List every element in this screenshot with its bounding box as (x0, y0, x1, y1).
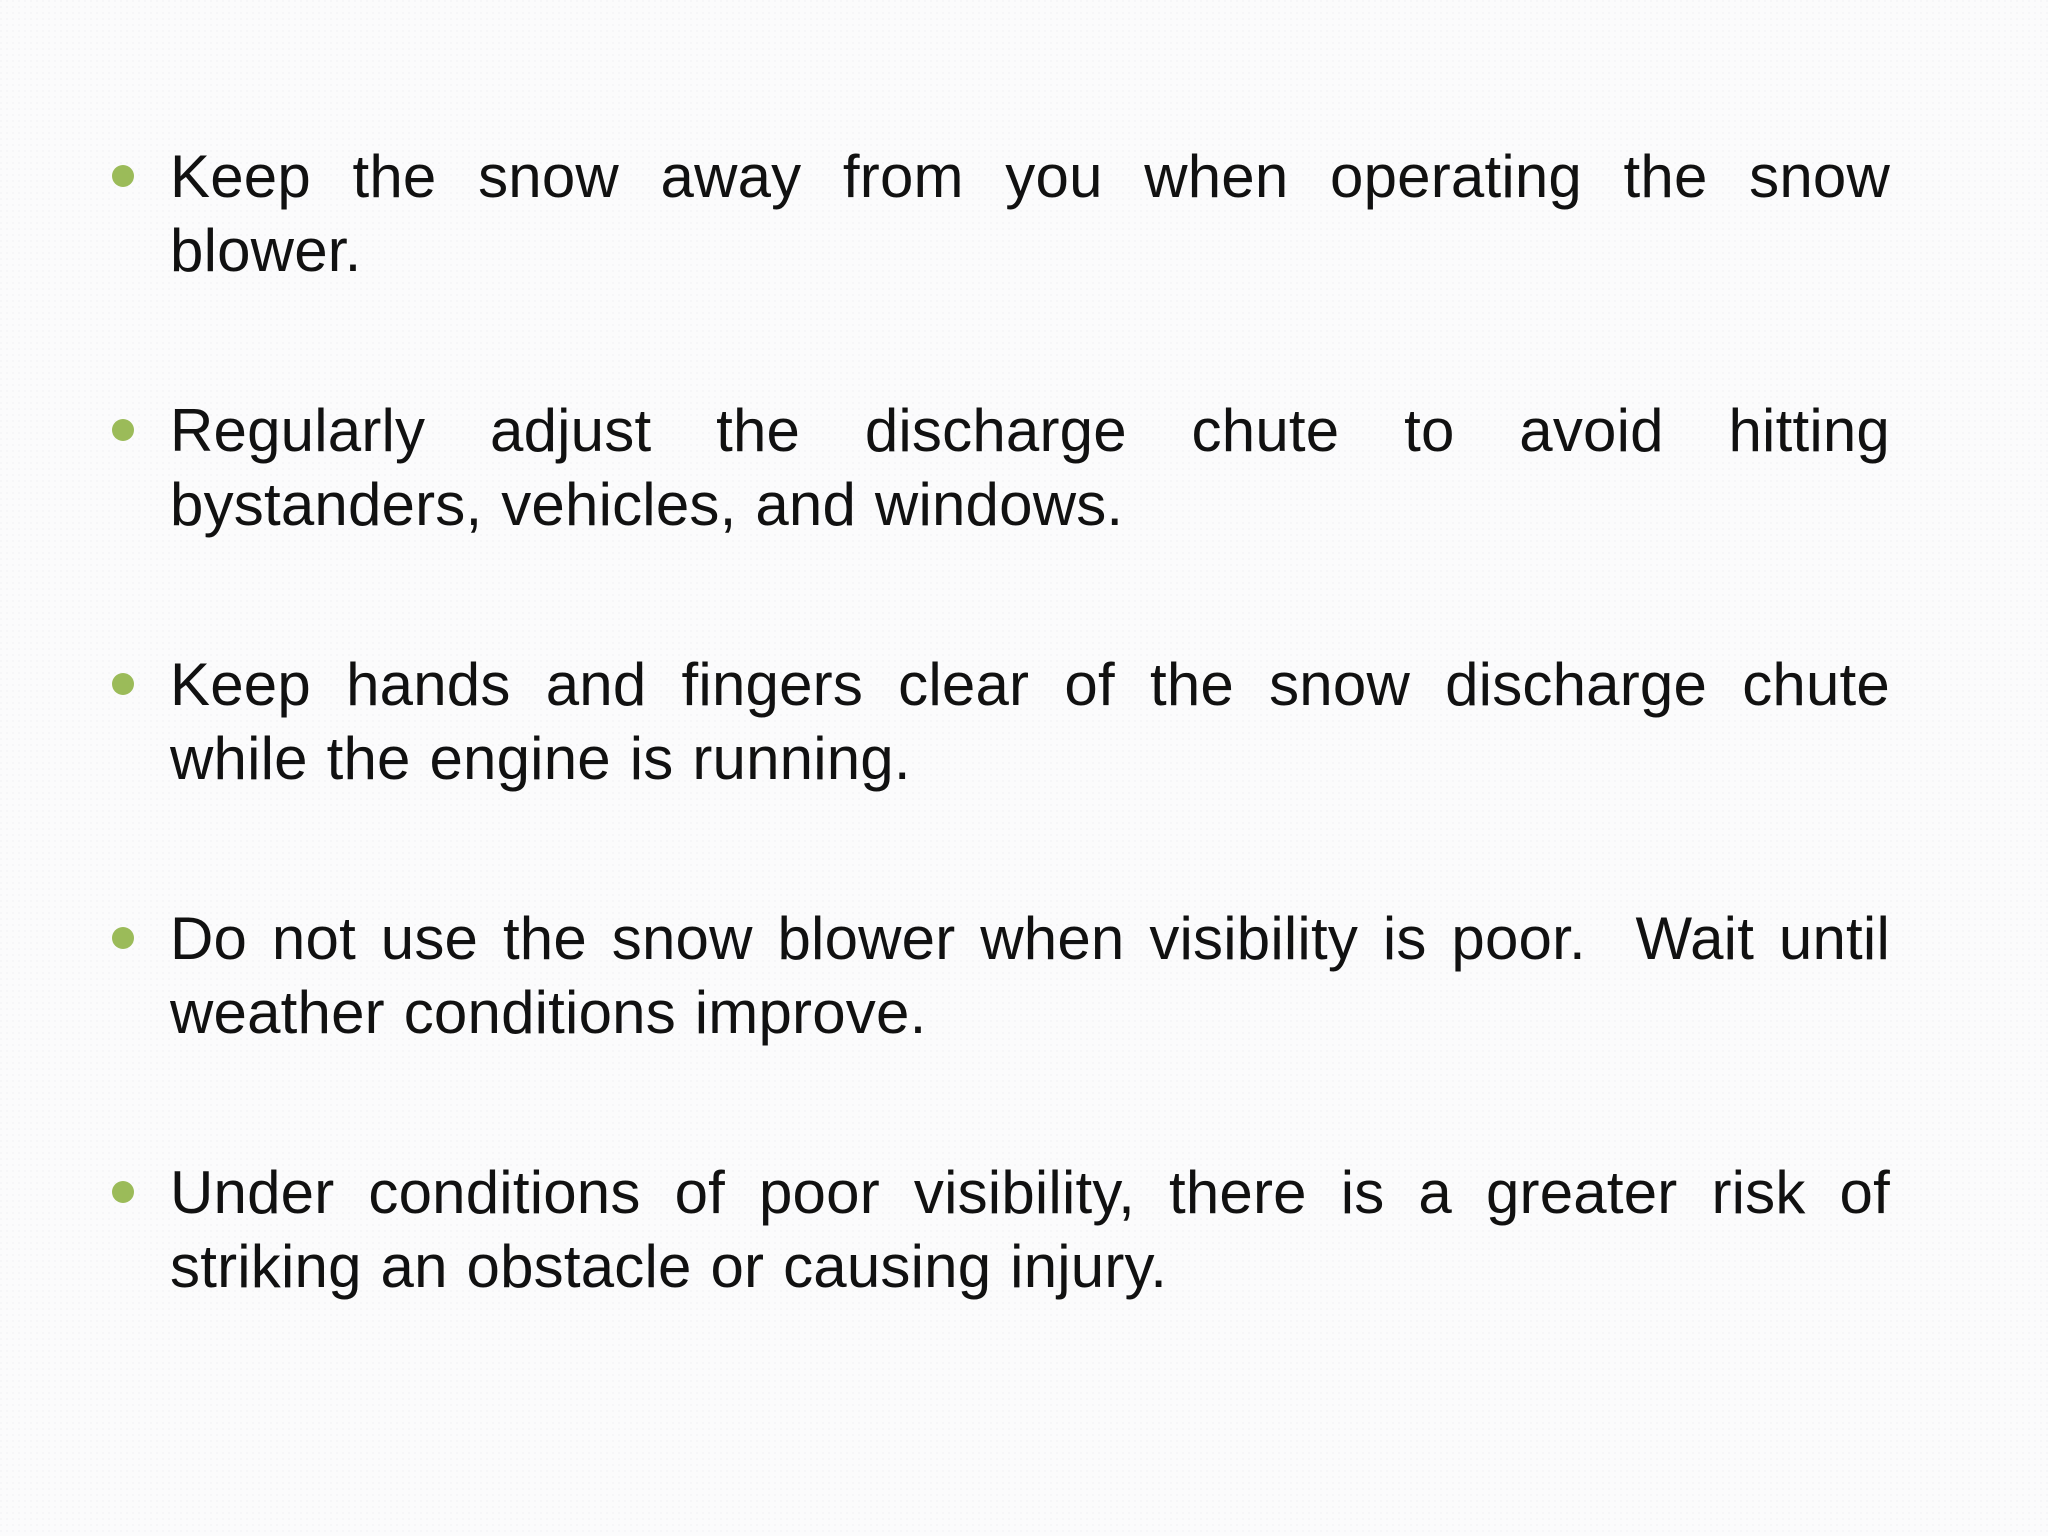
bullet-item (110, 140, 1909, 288)
bullet-item (110, 1156, 1909, 1304)
bullet-item (110, 394, 1909, 542)
bullet-text: Under conditions of poor visibility, there is a greater risk of striking an obstacle or causing injury. (170, 1159, 1909, 1300)
bullet-icon (112, 927, 134, 949)
bullet-icon (112, 1181, 134, 1203)
bullet-text: Keep hands and fingers clear of the snow discharge chute while the engine is running. (170, 651, 1909, 792)
bullet-icon (112, 419, 134, 441)
bullet-text: Do not use the snow blower when visibility is poor. Wait until weather conditions improve. (170, 905, 1909, 1046)
bullet-text: Keep the snow away from you when operating the snow blower. (170, 143, 1909, 284)
bullet-text: Regularly adjust the discharge chute to avoid hitting bystanders, vehicles, and windows. (170, 397, 1909, 538)
bullet-icon (112, 165, 134, 187)
bullet-list (110, 140, 1909, 1410)
bullet-item (110, 902, 1909, 1050)
bullet-icon (112, 673, 134, 695)
bullet-item (110, 648, 1909, 796)
